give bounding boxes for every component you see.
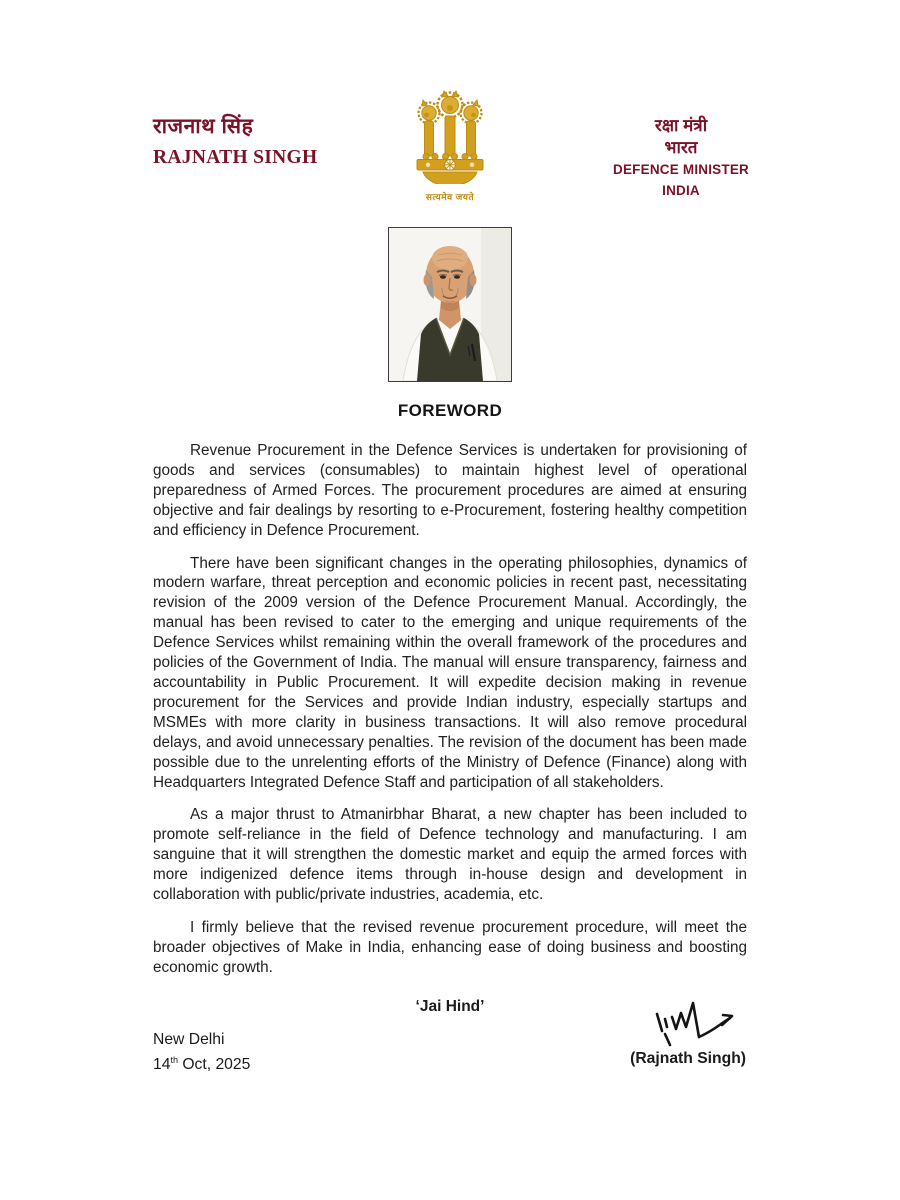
signature-mark <box>648 999 748 1049</box>
portrait-photo <box>388 227 512 382</box>
emblem-motto: सत्यमेव जयते <box>425 192 475 202</box>
page-title: FOREWORD <box>397 401 503 420</box>
ashoka-emblem-icon <box>398 171 502 188</box>
office-english-country: INDIA <box>662 183 700 198</box>
minister-name-english: RAJNATH SINGH <box>153 147 318 168</box>
foreword-paragraph-3: As a major thrust to Atmanirbhar Bharat, a new chapter has been included to promote self-reliance in the field of Defence technology and manufacturing. I am sanguine that it will strengthen the domestic market and equip the armed forces with more indigenized defence items through in-house design and development in collaboration with public/private industries, academia, etc. <box>153 806 747 904</box>
foreword-body <box>153 441 747 991</box>
place-date-block <box>153 1029 250 1075</box>
foreword-paragraph-2: There have been significant changes in the operating philosophies, dynamics of modern warfare, threat perception and economic policies in recent past, necessitating revision of the 2009 version of the Defence Procurement Manual. Accordingly, the manual has been revised to cater to the emerging and unique requirements of the Defence Services whilst remaining within the overall framework of the procedures and policies of the Government of India. The manual will ensure transparency, fairness and accountability in Public Procurement. It will expedite decision making in revenue procurement for the Services and provide Indian industry, especially startups and MSMEs with more clarity in business transactions. It will also remove procedural delays, and avoid unnecessary penalties. The revision of the document has been made possible due to the unrelenting efforts of the Ministry of Defence (Finance) along with Headquarters Integrated Defence Staff and participation of all stakeholders. <box>153 554 747 791</box>
foreword-paragraph-1: Revenue Procurement in the Defence Services is undertaken for provisioning of goods and services (consumables) to maintain highest level of operational preparedness of Armed Forces. The procurement procedures are aimed at ensuring objective and fair dealings by resorting to e-Procurement, fostering healthy competition and efficiency in Defence Procurement. <box>153 442 747 539</box>
office-english-title: DEFENCE MINISTER <box>613 162 749 177</box>
salutation: ‘Jai Hind’ <box>415 998 485 1015</box>
date: 14th Oct, 2025 <box>153 1055 251 1074</box>
signoff-name: (Rajnath Singh) <box>630 1050 746 1067</box>
place: New Delhi <box>153 1031 225 1048</box>
minister-name-hindi: राजनाथ सिंह <box>153 115 254 138</box>
national-emblem <box>398 88 502 203</box>
header-minister-name <box>153 114 317 169</box>
office-hindi-country: भारत <box>664 138 698 157</box>
foreword-paragraph-4: I firmly believe that the revised revenue procurement procedure, will meet the broader objectives of Make in India, enhancing ease of doing business and boosting economic growth. <box>153 918 747 976</box>
header-office <box>606 114 756 201</box>
office-hindi-title: रक्षा मंत्री <box>654 116 708 135</box>
